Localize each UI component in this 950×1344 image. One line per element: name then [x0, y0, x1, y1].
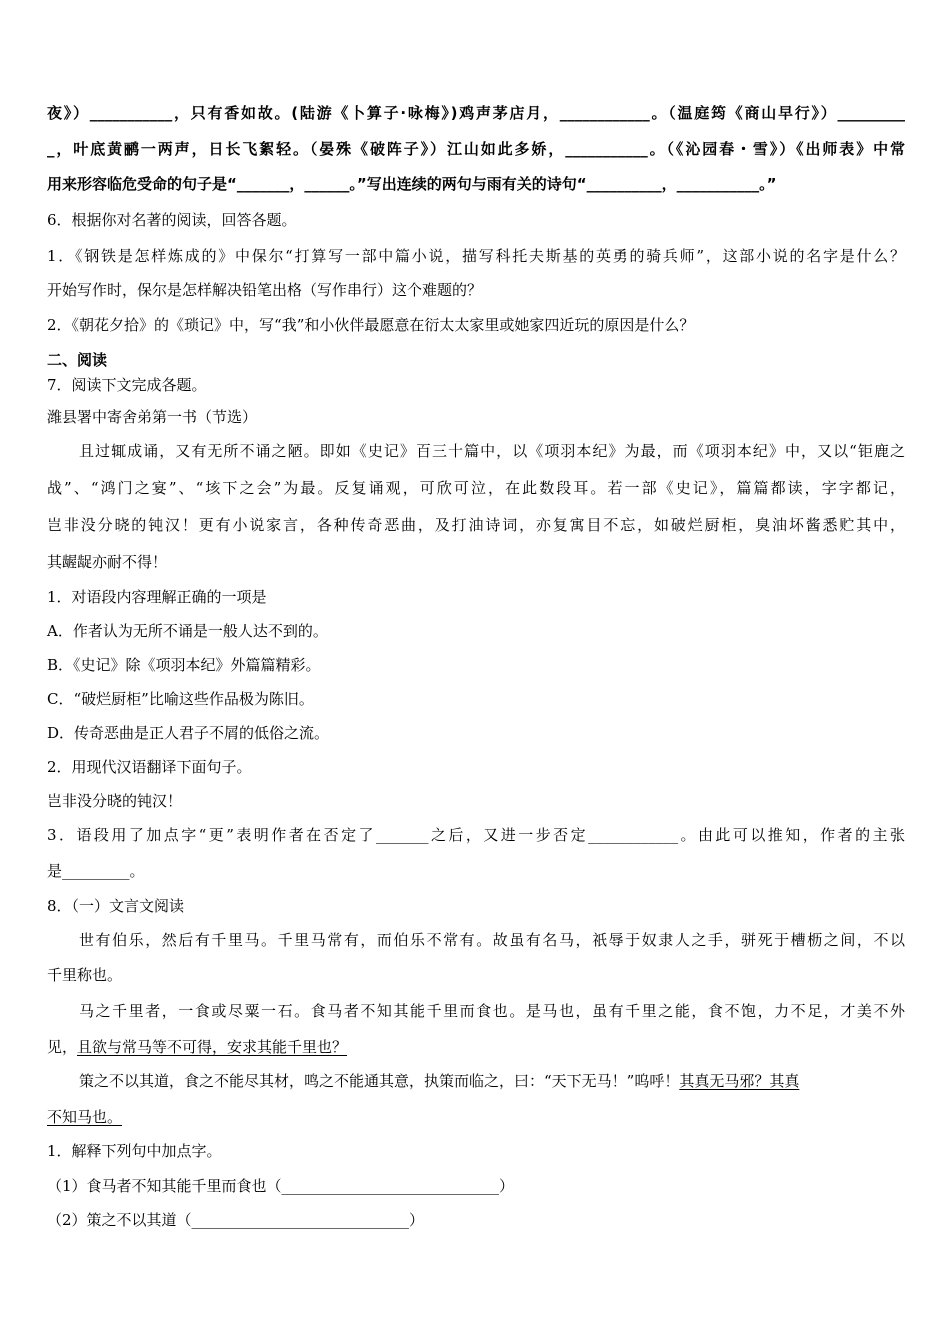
section-heading-reading: 二、阅读 [47, 351, 108, 369]
q6-q1-line-2: 开始写作时，保尔是怎样解决铅笔出格（写作串行）这个难题的？ [47, 281, 483, 299]
q7-sub3-line-1: 3．语段用了加点字“更”表明作者在否定了_______之后，又进一步否定____________。由此可以推知，作者的主张 [47, 826, 905, 844]
q7-sub1: 1．对语段内容理解正确的一项是 [47, 588, 267, 606]
q7-passage-title: 潍县署中寄舍弟第一书（节选） [47, 408, 258, 426]
q8-text: 策之不以其道，食之不能尽其材，鸣之不能通其意，执策而临之，曰：“天下无马！”呜呼！ [79, 1072, 680, 1090]
q7-option-c: C．“破烂厨柜”比喻这些作品极为陈旧。 [47, 690, 314, 708]
q8-sub1: 1．解释下列句中加点字。 [47, 1142, 222, 1160]
q7-sub2: 2．用现代汉语翻译下面句子。 [47, 758, 252, 776]
q8-item-1: （1）食马者不知其能千里而食也（_____________________________） [47, 1177, 515, 1195]
q7-sub3-line-2: 是_________。 [47, 862, 145, 880]
q7-option-d: D．传奇恶曲是正人君子不屑的低俗之流。 [47, 724, 330, 742]
q5-line-1: 夜》）___________，只有香如故。(陆游《卜算子·咏梅》)鸡声茅店月，____________。（温庭筠《商山早行》）_________ [47, 104, 905, 122]
q7-passage-line-4: 其龌龊亦耐不得！ [47, 553, 168, 571]
q7-passage-line-2: 战”、“鸿门之宴”、“垓下之会”为最。反复诵观，可欣可泣，在此数段耳。若一部《史记》，篇篇都读，字字都记， [47, 479, 905, 497]
q7-option-a: A．作者认为无所不诵是一般人达不到的。 [47, 622, 328, 640]
q8-item-2: （2）策之不以其道（_____________________________） [47, 1211, 425, 1229]
q8-passage-line-1: 世有伯乐，然后有千里马。千里马常有，而伯乐不常有。故虽有名马，祇辱于奴隶人之手，骈死于槽枥之间，不以 [79, 931, 905, 949]
q6-q1-line-1: 1．《钢铁是怎样炼成的》中保尔“打算写一部中篇小说，描写科托夫斯基的英勇的骑兵师”，这部小说的名字是什么？ [47, 247, 905, 265]
q8-passage-line-6 [47, 1106, 905, 1128]
q8-text: 见， [47, 1038, 78, 1056]
q6-title: 6．根据你对名著的阅读，回答各题。 [47, 211, 297, 229]
q8-passage-line-3: 马之千里者，一食或尽粟一石。食马者不知其能千里而食也。是马也，虽有千里之能，食不饱，力不足，才美不外 [79, 1002, 905, 1020]
q7-passage-line-1: 且过辄成诵，又有无所不诵之陋。即如《史记》百三十篇中，以《项羽本纪》为最，而《项羽本纪》中，又以“钜鹿之 [79, 442, 905, 460]
q7-option-b: B．《史记》除《项羽本纪》外篇篇精彩。 [47, 656, 321, 674]
q8-intro: 8．（一）文言文阅读 [47, 897, 185, 915]
q7-passage-line-3: 岂非没分晓的钝汉！更有小说家言，各种传奇恶曲，及打油诗词，亦复寓目不忘，如破烂厨柜，臭油坏酱悉贮其中， [47, 516, 905, 534]
q7-intro: 7．阅读下文完成各题。 [47, 376, 207, 394]
q8-passage-line-4 [47, 1036, 905, 1058]
q5-line-3: 用来形容临危受命的句子是“_______，______。”写出连续的两句与雨有关的诗句“__________，___________。” [47, 175, 777, 193]
q8-passage-line-5 [47, 1070, 905, 1092]
q5-line-2: _，叶底黄鹂一两声，日长飞絮轻。（晏殊《破阵子》）江山如此多娇，___________。（《沁园春・雪》）《出师表》中常 [47, 140, 905, 158]
q7-sub2-sentence: 岂非没分晓的钝汉！ [47, 792, 183, 810]
q8-passage-line-2: 千里称也。 [47, 966, 123, 984]
q8-underlined-sentence: 且欲与常马等不可得，安求其能千里也？ [77, 1038, 348, 1056]
q8-underlined-sentence: 不知马也。 [47, 1108, 123, 1126]
q6-q2: 2．《朝花夕拾》的《琐记》中，写“我”和小伙伴最愿意在衍太太家里或她家四近玩的原因是什么？ [47, 316, 695, 334]
q8-underlined-sentence: 其真无马邪？其真 [679, 1072, 800, 1090]
